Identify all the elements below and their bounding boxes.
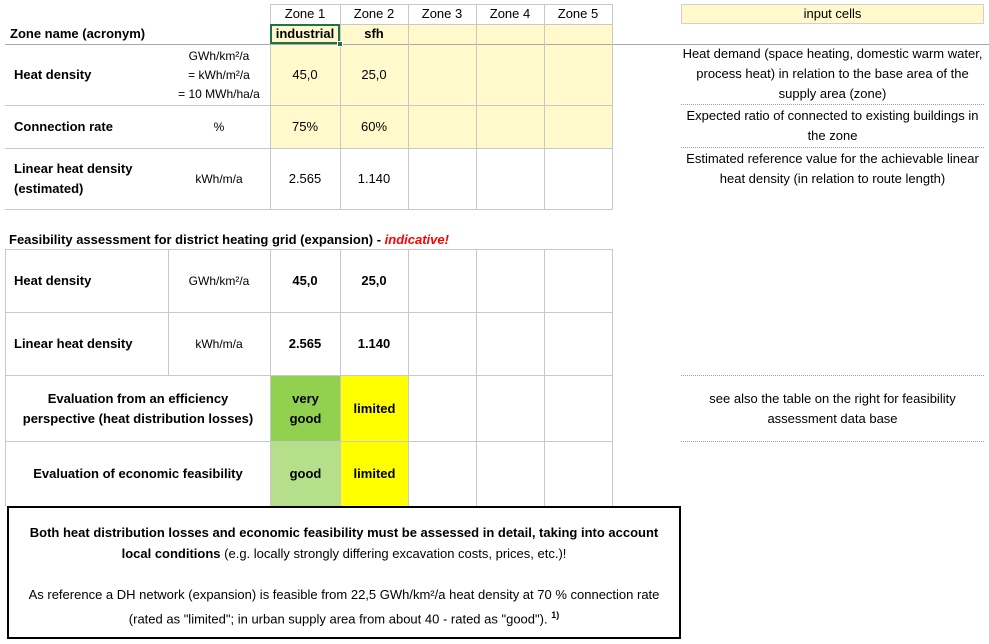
heat-density-label: Heat density: [14, 67, 92, 82]
disclaimer-normal: (e.g. locally strongly differing excavation costs, prices, etc.)!: [220, 546, 567, 561]
efficiency-zone-1-rating[interactable]: very good: [271, 376, 340, 441]
zone-header-2[interactable]: Zone 2: [353, 6, 395, 21]
efficiency-note: see also the table on the right for feasibility assessment data base: [709, 391, 956, 426]
assessment-title-text: Feasibility assessment for district heating grid (expansion) -: [9, 232, 385, 247]
assessment-linear-heat-density-label: Linear heat density: [14, 336, 133, 351]
heat-density-unit-3: = 10 MWh/ha/a: [178, 86, 260, 101]
zone-name-3-input[interactable]: [408, 24, 476, 44]
disclaimer-box: [7, 506, 681, 639]
zone-name-5-input[interactable]: [544, 24, 612, 44]
assessment-linear-heat-density-zone-2[interactable]: 1.140: [357, 336, 391, 351]
heat-density-note: Heat demand (space heating, domestic warm water, process heat) in relation to the base area of the supply area (zone): [682, 46, 983, 101]
zone-name-2-input[interactable]: sfh: [364, 26, 384, 41]
zone-name-4-input[interactable]: [476, 24, 544, 44]
economic-zone-1-rating[interactable]: good: [271, 442, 340, 506]
disclaimer-text: [25, 522, 663, 564]
connection-rate-unit: %: [213, 120, 225, 134]
reference-body: As reference a DH network (expansion) is feasible from 22,5 GWh/km²/a heat density at 70 % connection rate (rated as "limited"; in urban supply area from about 40 - rated as "good").: [28, 587, 660, 627]
efficiency-zone-2-rating[interactable]: limited: [341, 376, 408, 441]
heat-density-unit-2: = kWh/m²/a: [188, 67, 250, 82]
linear-heat-density-zone-1[interactable]: 2.565: [288, 171, 322, 186]
zone-header-3[interactable]: Zone 3: [421, 6, 463, 21]
connection-rate-note: Expected ratio of connected to existing buildings in the zone: [686, 108, 979, 143]
assessment-heat-density-unit: GWh/km²/a: [188, 274, 250, 288]
assessment-heat-density-zone-1[interactable]: 45,0: [292, 273, 318, 288]
zone-name-label[interactable]: Zone name (acronym): [10, 26, 146, 41]
heat-density-zone-1-input[interactable]: 45,0: [292, 67, 318, 82]
zone-header-5[interactable]: Zone 5: [557, 6, 599, 21]
reference-text: [25, 584, 663, 629]
footnote-mark: 1): [551, 610, 560, 620]
zone-header-4[interactable]: Zone 4: [489, 6, 531, 21]
linear-heat-density-unit: kWh/m/a: [195, 172, 243, 186]
heat-density-units: [168, 45, 270, 105]
assessment-heat-density-label: Heat density: [14, 273, 92, 288]
linear-heat-density-zone-2[interactable]: 1.140: [357, 171, 391, 186]
heat-density-zone-2-input[interactable]: 25,0: [361, 67, 387, 82]
economic-zone-2-rating[interactable]: limited: [341, 442, 408, 506]
assessment-title: [9, 230, 609, 250]
connection-rate-zone-2-input[interactable]: 60%: [360, 119, 388, 134]
connection-rate-zone-1-input[interactable]: 75%: [291, 119, 319, 134]
heat-density-unit-1: GWh/km²/a: [188, 48, 250, 63]
assessment-linear-heat-density-zone-1[interactable]: 2.565: [288, 336, 322, 351]
assessment-title-emphasis: indicative!: [384, 232, 449, 247]
linear-heat-density-estimated-label: Linear heat density (estimated): [14, 161, 133, 196]
linear-heat-density-note: Estimated reference value for the achievable linear heat density (in relation to route length): [686, 151, 979, 186]
zone-name-1-input[interactable]: industrial: [270, 24, 340, 44]
assessment-linear-heat-density-unit: kWh/m/a: [195, 337, 243, 351]
economic-evaluation-label: Evaluation of economic feasibility: [33, 466, 243, 481]
legend-input-cells: input cells: [803, 6, 862, 21]
disclaimer-bold: Both heat distribution losses and economic feasibility must be assessed in detail, taking into account local conditions: [29, 525, 659, 561]
zone-header-1[interactable]: Zone 1: [284, 6, 326, 21]
efficiency-evaluation-label: Evaluation from an efficiency perspective (heat distribution losses): [22, 390, 254, 426]
connection-rate-label: Connection rate: [14, 119, 113, 134]
assessment-heat-density-zone-2[interactable]: 25,0: [361, 273, 387, 288]
